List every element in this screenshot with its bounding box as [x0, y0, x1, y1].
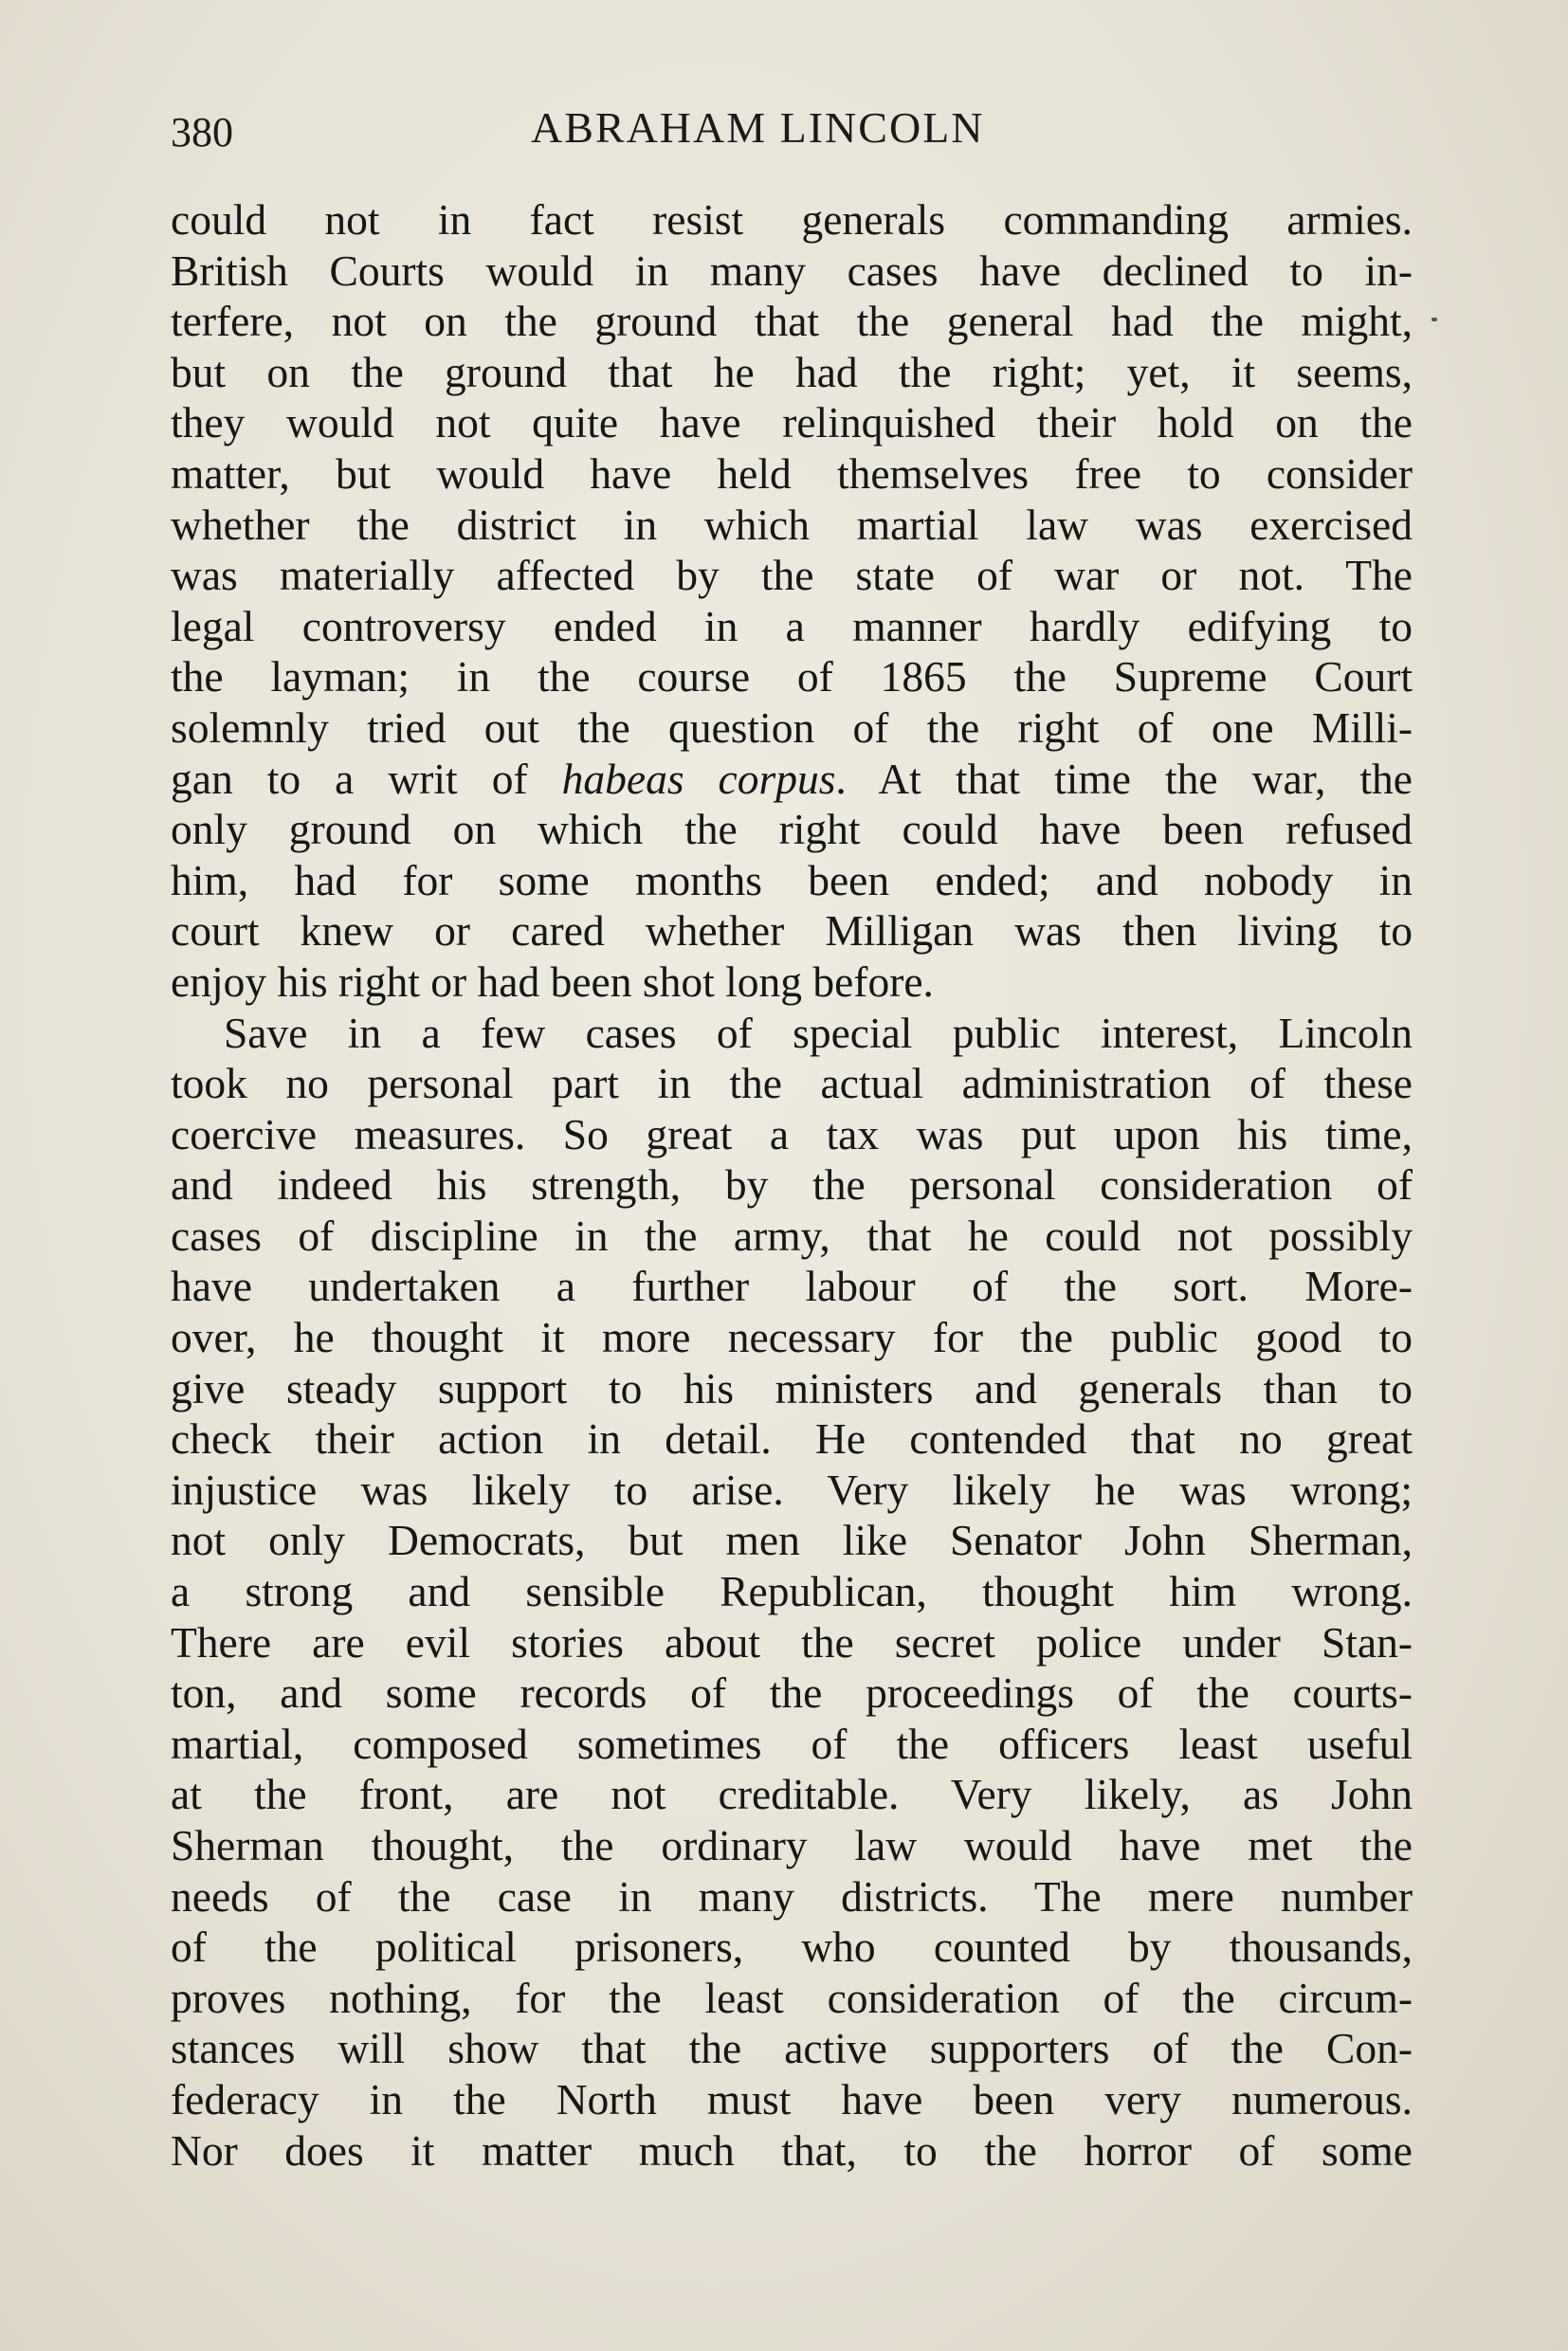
text-line: him, had for some months been ended; and nobody in — [171, 855, 1413, 904]
running-title: ABRAHAM LINCOLN — [531, 103, 985, 152]
text-line: give steady support to his ministers and generals than to — [171, 1363, 1413, 1412]
text-line: ton, and some records of the proceedings of the courts- — [171, 1668, 1413, 1718]
text-line: took no personal part in the actual administration of these — [171, 1059, 1413, 1108]
text-line: and indeed his strength, by the personal consideration of — [171, 1160, 1413, 1210]
text-line: proves nothing, for the least consideration of the circum- — [171, 1973, 1413, 2022]
text-line: terfere, not on the ground that the general had the might, — [171, 297, 1413, 346]
text-line: needs of the case in many districts. The mere number — [171, 1871, 1413, 1921]
page-number: 380 — [171, 109, 233, 155]
text-line: Sherman thought, the ordinary law would have met the — [171, 1821, 1413, 1869]
text-line: only ground on which the right could have been refused — [171, 805, 1413, 854]
text-line: they would not quite have relinquished their hold on the — [171, 398, 1413, 447]
text-line: a strong and sensible Republican, thought him wrong. — [171, 1567, 1413, 1616]
text-line: There are evil stories about the secret police under Stan- — [171, 1617, 1413, 1667]
text-line-with-italic: gan to a writ of habeas corpus. At that time the war, the — [171, 754, 1413, 803]
text-line: solemnly tried out the question of the right of one Milli- — [171, 702, 1413, 752]
text-line: have undertaken a further labour of the sort. More- — [171, 1262, 1413, 1311]
text-line: martial, composed sometimes of the officers least useful — [171, 1719, 1413, 1768]
stray-ink-mark — [1431, 318, 1437, 321]
text-line: at the front, are not creditable. Very likely, as John — [171, 1770, 1413, 1819]
text-line: over, he thought it more necessary for the public good to — [171, 1313, 1413, 1362]
text-line: court knew or cared whether Milligan was then living to — [171, 906, 1413, 956]
running-head — [171, 102, 1413, 159]
text-line: whether the district in which martial law was exercised — [171, 500, 1413, 549]
text-line: Nor does it matter much that, to the horror of some — [171, 2125, 1413, 2175]
text-line: check their action in detail. He contended that no great — [171, 1414, 1413, 1464]
text-line: matter, but would have held themselves free to consider — [171, 448, 1413, 498]
body-text — [171, 194, 1413, 2176]
text-line: legal controversy ended in a manner hardly edifying to — [171, 601, 1413, 650]
text-line: cases of discipline in the army, that he could not possibly — [171, 1211, 1413, 1260]
text-line: could not in fact resist generals commanding armies. — [171, 195, 1413, 244]
text-line: of the political prisoners, who counted by thousands, — [171, 1923, 1413, 1972]
text-line: was materially affected by the state of war or not. The — [171, 551, 1413, 600]
italic-phrase: habeas corpus — [561, 754, 836, 803]
paragraph-start-line: Save in a few cases of special public interest, Lincoln — [224, 1008, 1413, 1057]
text-line: federacy in the North must have been very numerous. — [171, 2074, 1413, 2123]
text-line: but on the ground that he had the right; yet, it seems, — [171, 347, 1413, 396]
text-line: British Courts would in many cases have declined to in- — [171, 246, 1413, 295]
paragraph-end-line: enjoy his right or had been shot long before. — [171, 957, 934, 1006]
text-line: not only Democrats, but men like Senator John Sherman, — [171, 1516, 1413, 1565]
text-line: the layman; in the course of 1865 the Supreme Court — [171, 652, 1413, 702]
text-line: coercive measures. So great a tax was put upon his time, — [171, 1109, 1413, 1158]
text-line: injustice was likely to arise. Very likely he was wrong; — [171, 1465, 1413, 1514]
text-line: stances will show that the active supporters of the Con- — [171, 2024, 1413, 2073]
